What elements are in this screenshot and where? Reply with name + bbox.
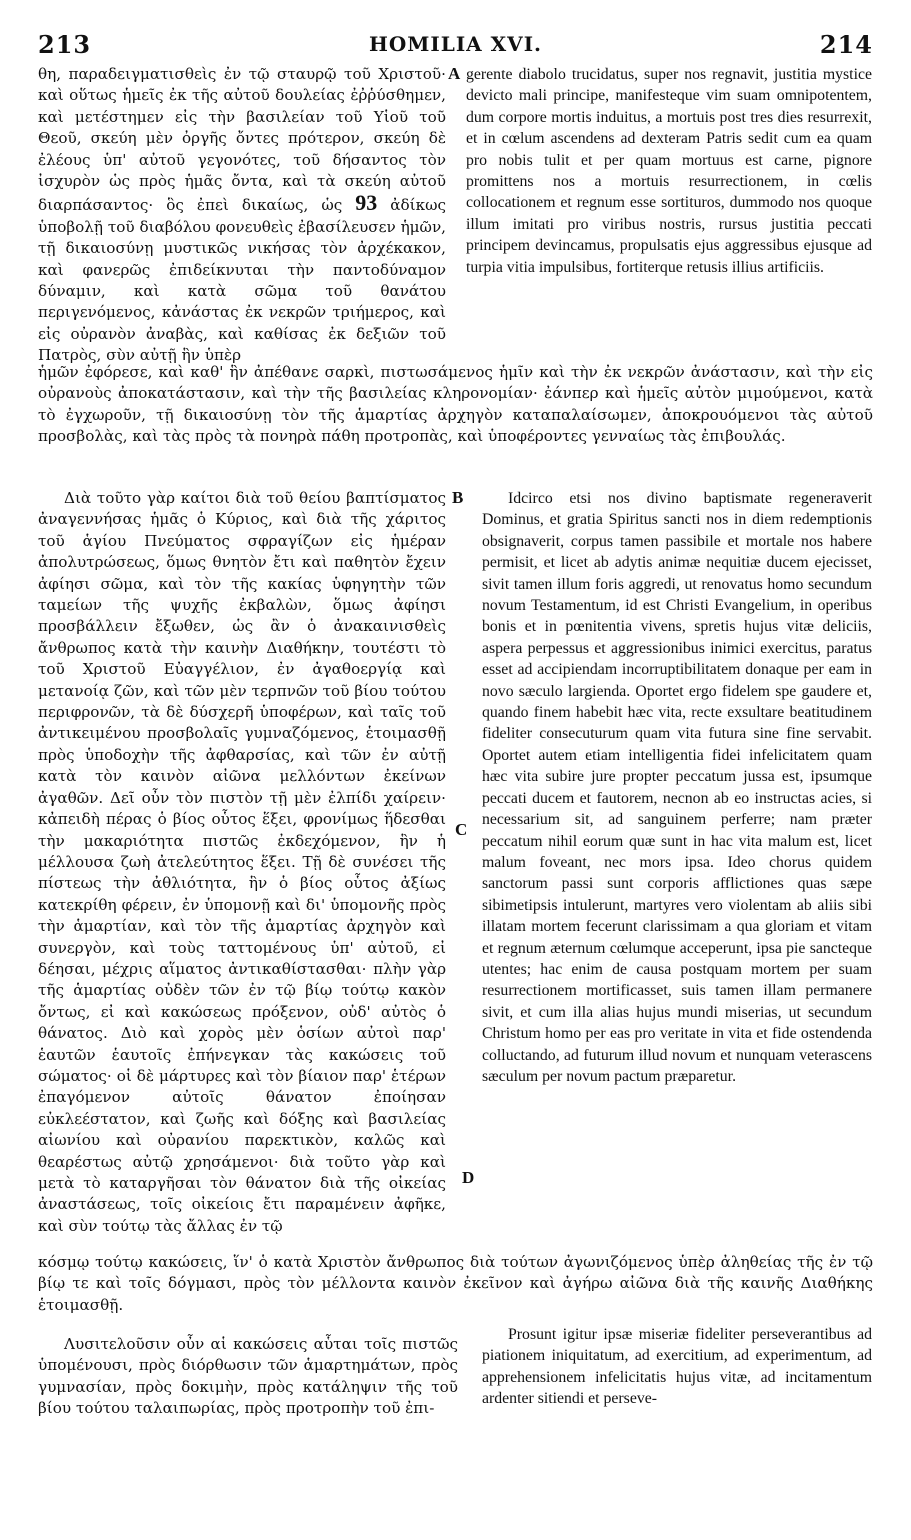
page-number-right: 214	[819, 30, 873, 59]
greek-fullwidth-1: ἡμῶν ἐφόρεσε, καὶ καθ' ἣν ἀπέθανε σαρκὶ, πιστωσάμενος ἡμῖν καὶ τὴν ἐκ νεκρῶν ἀνάστασιν, καὶ τὴν εἰς οὐρανοὺς ἀποκατάστασιν, καὶ τὴν τῆς βασιλείας κληρονομίαν· ἐάνπερ καὶ ἡμεῖς αὐτὸν μιμούμενοι, κατὰ τὸ ἐγχωροῦν, τῇ δικαιοσύνῃ τὸν τῆς ἁμαρτίας ἀρχηγὸν καταπαλαίσωμεν, ἀποκρουόμενοι τὰς αὐτοῦ προσβολὰς, καὶ τὰς πρὸς τὰ πονηρὰ πάθη προτροπὰς, καὶ ὑποφέροντες γενναίως τὰς ἐπιβουλάς.	[38, 363, 873, 446]
greek-paragraph-3: Λυσιτελοῦσιν οὖν αἱ κακώσεις αὗται τοῖς πιστῶς ὑπομένουσι, πρὸς διόρθωσιν τῶν ἁμαρτημάτων, πρὸς γυμνασίαν, πρὸς δοκιμὴν, πρὸς κατάληψιν τῆς τοῦ βίου τούτου ταλαιπωρίας, πρὸς προτροπὴν τοῦ ἐπι-	[38, 1335, 458, 1418]
greek-fullwidth-2: κόσμῳ τούτῳ κακώσεις, ἵν' ὁ κατὰ Χριστὸν ἄνθρωπος διὰ τούτων ἀγωνιζόμενος ὑπὲρ ἀληθείας τῆς ἐν τῷ βίῳ τε καὶ τοῖς δόγμασι, πρὸς τὸν μέλλοντα καινὸν ἐκεῖνον καὶ ἀγήρω αἰῶνα διὰ τῆς καινῆς Διαθήκης ἑτοιμασθῇ.	[38, 1253, 873, 1314]
greek-column-3	[38, 1334, 458, 1420]
page-number-left: 213	[38, 30, 92, 59]
inline-number: 93	[355, 190, 378, 216]
running-head: HOMILIA XVI.	[368, 32, 543, 56]
greek-paragraph-2: Διὰ τοῦτο γὰρ καίτοι διὰ τοῦ θείου βαπτίσματος ἀναγεννήσας ἡμᾶς ὁ Κύριος, καὶ διὰ τῆς χάριτος τοῦ ἁγίου Πνεύματος σφραγίζων εἰς ἡμέραν ἀπολυτρώσεως, ὅμως θνητὸν ἔτι καὶ παθητὸν ἔχειν ἀφίησι σῶμα, καὶ τὸν τῆς κακίας ὑφηγητὴν τῶν ταμείων τῆς ψυχῆς ἐκβαλὼν, ὅμως ἀφίησι προσβάλλειν ἔξωθεν, ὡς ἂν ὁ ἀνακαινισθεὶς ἄνθρωπος κατὰ τὴν καινὴν Διαθήκην, τουτέστι τὸ τοῦ Χριστοῦ Εὐαγγέλιον, ἐν ἀγαθοεργίᾳ καὶ μετανοίᾳ ζῶν, καὶ τῶν μὲν τερπνῶν τοῦ βίου τούτου περιφρονῶν, τὰ δὲ δύσχερῆ ὑποφέρων, καὶ ταῖς τοῦ ἀντικειμένου προσβολαῖς γυμναζόμενος, ἑτοιμασθῇ πρὸς ὑποδοχὴν τῆς ἀφθαρσίας, καὶ τῶν ἐν αὐτῇ κατὰ τὸν καινὸν αἰῶνα μελλόντων ἐκείνων ἀγαθῶν. Δεῖ οὖν τὸν πιστὸν τῇ μὲν ἐλπίδι χαίρειν· κἀπειδὴ πέρας ὁ βίος οὗτος ἕξει, φρονίμως ἥδεσθαι τὴν μακαριότητα πιστῶς ἐκδεχόμενον, ἣν ἡ μέλλουσα ζωὴ ἀτελεύτητος ἕξει. Τῇ δὲ συνέσει τῆς πίστεως τὴν ἀθλιότητα, ἣν ὁ βίος οὗτος ἀξίως κατεκρίθη φέρειν, ἐν ὑπομονῇ καὶ δι' ὑπομονῆς πρὸς τὴν ἁμαρτίαν, καὶ τὸν τῆς ἁμαρτίας ἀρχηγὸν καὶ συνεργὸν, καὶ τοὺς ταττομένους ὑπ' αὐτοῦ, εἰ δέησαι, μέχρις αἵματος ἀντικαθίστασθαι· πλὴν γὰρ τῆς ἁμαρτίας οὐδὲν τῶν ἐν τῷ βίῳ τούτῳ κακὸν ὄντως, εἰ καὶ κακώσεως πρόξενον, οὐδ' αὐτὸς ὁ θάνατος. Διὸ καὶ χορὸς μὲν ὁσίων αὐτοὶ παρ' ἑαυτῶν ἑαυτοῖς ἐπήνεγκαν τὰς κακώσεις τοῦ σώματος· οἱ δὲ μάρτυρες καὶ τὸν βίαιον παρ' ἑτέρων ἐπαγόμενον αὐτοῖς θάνατον ἐποίησαν εὐκλεέστατον, καὶ ζωῆς καὶ δόξης καὶ βασιλείας αἰωνίου καὶ οὐρανίου παρεκτικὸν, καλῶς καὶ θεαρέστως αὐτῷ χρησάμενοι· διὰ τοῦτο γὰρ καὶ μετὰ τὸ καταργῆσαι τὸν θάνατον διὰ τῆς οἰκείας ἀναστάσεως, τοῖς οἰκείοις ἔτι παραμένειν ἀφῆκε, καὶ σὺν τούτῳ τὰς ἄλλας ἐν τῷ	[38, 489, 446, 1235]
latin-paragraph-2: Idcirco etsi nos divino baptismate regeneraverit Dominus, et gratia Spiritus sancti nos in diem redemptionis obsignaverit, corpus tamen passibile et mortale nos habere permisit, et licet ab adytis animæ nequitiæ ducem ejecisset, sivit tamen illum foris aggredi, ut renovatus homo secundum novum Testamentum, id est Christi Evangelium, in operibus bonis et in pœnitentia vivens, spretis hujus vitæ deliciis, aspera perpessus et aggressionibus inimici exercitus, paratus esset ad accipiendam incorruptibilitatem donaque per eam in novo sæculo largienda. Oportet ergo fidelem spe gaudere et, quando finem habebit hæc vita, recte exsultare beatitudinem fideliter consecuturum quam vita futura sine fine servabit. Oportet autem etiam intelligentia fidei infelicitatem quam hæc vita subire jure propter peccatum jussa est, ipsumque peccati ducem et fautorem, necnon ab eo instructas acies, si necessarium sit, ad sanguinem perferre; nam præter peccatum nihil eorum quæ sunt in hac vita malum est, licet malum foveant, nec mors ipsa. Ideo chorus quidem sanctorum passi sunt corporis afflictiones quas sæpe sibimetipsis intulerunt, martyres vero violentam ab aliis sibi illatam mortem fecerunt clarissimam a qua gloriam et vitam et regnum æternum cœlumque acceperunt, ipsa pie sancteque utentes; hac enim de causa postquam mortem per suam resurrectionem mortificasset, suis tamen illam permanere sivit, et cum illa alias hujus mundi miserias, ut secundum Christum homo per eas pro veritate in vita et fide ostendenda colluctando, ad futurum illud novum et nunquam veterascens sæculum per novum pactum præparetur.	[482, 490, 872, 1085]
marker-c: C	[455, 820, 468, 839]
greek-column-1	[38, 64, 446, 367]
greek-paragraph-1a: θη, παραδειγματισθεὶς ἐν τῷ σταυρῷ τοῦ Χριστοῦ· καὶ οὕτως ἡμεῖς ἐκ τῆς αὐτοῦ δουλείας ἐῤῥύσθημεν, καὶ μετέστημεν εἰς τὴν βασιλείαν τοῦ Υἱοῦ τοῦ Θεοῦ, σκεύη μὲν ὀργῆς ὄντες πρότερον, σκεύη δὲ ἐλέους ὑπ' αὐτοῦ γεγονότες, τοῦ δήσαντος τὸν ἰσχυρὸν ὡς πρὸς ἡμᾶς ὄντα, καὶ τὰ σκεύη αὐτοῦ διαρπάσαντος· ὃς ἐπεὶ δικαίως, ὡς 93 ἀδίκως ὑποβολῇ τοῦ διαβόλου φονευθεὶς ἐβασίλευσεν ἡμῶν, τῇ δικαιοσύνῃ μυστικῶς νικήσας τὸν ἀρχέκακον, καὶ φανερῶς ἐπιδείκνυται τὴν παντοδύναμον δύναμιν, καὶ κατὰ σῶμα τοῦ θανάτου περιγενόμενος, κἀνάστας ἐκ νεκρῶν τριήμερος, καὶ εἰς οὐρανὸν ἀναβὰς, καὶ καθίσας ἐκ δεξιῶν τοῦ Πατρὸς, σὺν αὐτῇ ἣν ὑπὲρ	[38, 65, 446, 365]
marker-a: A	[448, 64, 461, 83]
greek-column-2	[38, 488, 446, 1237]
latin-paragraph-1: gerente diabolo trucidatus, super nos regnavit, justitia mystice devicto mali principe, manifesteque vim suam omnipotentem, dum corpore mortis induitus, a mortuis post tres dies resurrexit, et in cœlum ascendens ad dexteram Patris sedit cum ea quam pro nobis tulit et per quam mortuus est carne, pignore promittens nos a mortuis resurrectionem, in cœlis collocationem et regnum esse sortituros, dummodo nos quoque illum imitati pro viribus nostris, rursus justitia peccati principem devincamus, propulsatis ejus aggressibus ejusque ad turpia vitia impulsibus, fortiterque retusis illius artificiis.	[466, 66, 872, 276]
latin-column-2	[482, 488, 872, 1087]
page-header	[38, 30, 873, 58]
latin-column-1	[466, 64, 872, 278]
latin-paragraph-3: Prosunt igitur ipsæ miseriæ fideliter perseverantibus ad piationem iniquitatum, ad exercitium, ad experimentum, ad apprehensionem infelicitatis hujus vitæ, ad incitamentum ardenter sitiendi et perseve-	[482, 1326, 872, 1408]
marker-d: D	[462, 1168, 475, 1187]
latin-column-3	[482, 1324, 872, 1410]
marker-b: B	[452, 488, 464, 507]
